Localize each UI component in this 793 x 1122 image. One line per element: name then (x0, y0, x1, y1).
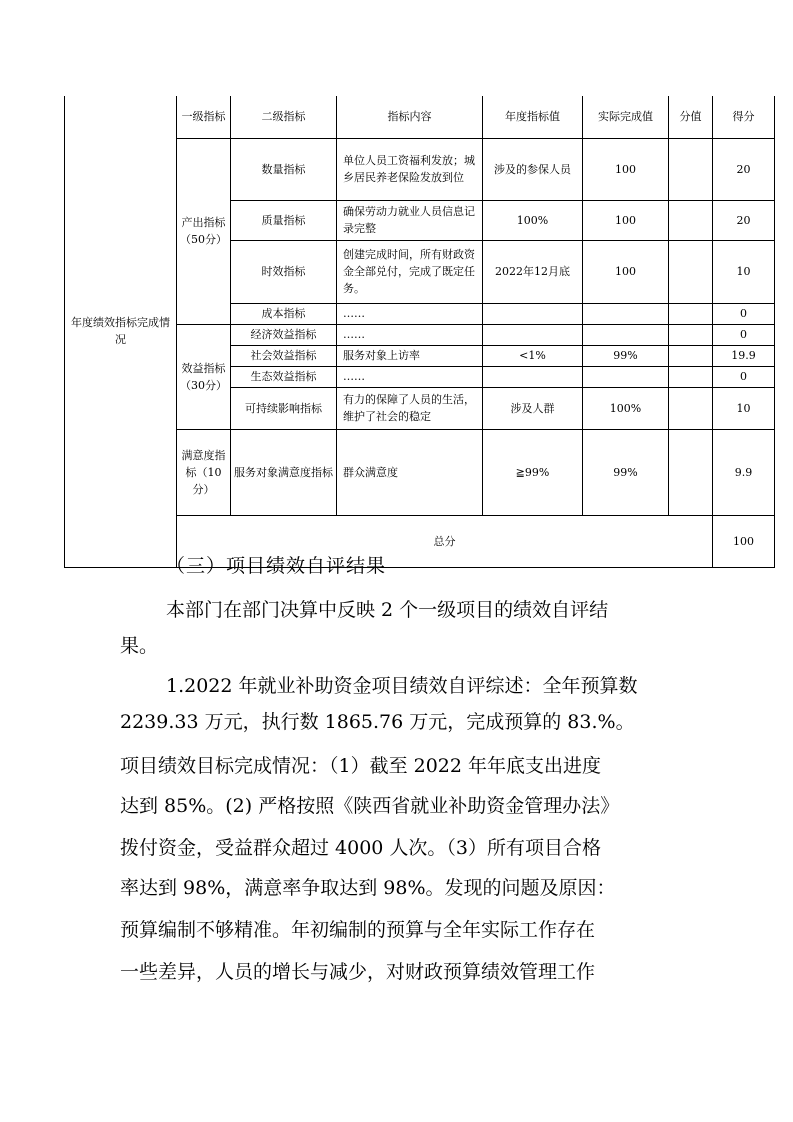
target-value (483, 303, 583, 324)
paragraph-line: 拨付资金，受益群众超过 4000 人次。（3）所有项目合格 (120, 837, 602, 859)
row-label: 年度绩效指标完成情况 (65, 96, 177, 567)
weight-value (669, 345, 713, 366)
paragraph-line: 达到 85%。(2) 严格按照《陕西省就业补助资金管理办法》 (120, 795, 620, 817)
target-value: 100% (483, 200, 583, 240)
second-indicator: 生态效益指标 (231, 366, 337, 387)
score-value: 9.9 (713, 429, 775, 515)
group-label: 产出指标（50分） (177, 138, 231, 324)
actual-value: 100 (583, 138, 669, 200)
indicator-content: 群众满意度 (337, 429, 483, 515)
actual-value: 100 (583, 240, 669, 303)
score-value: 10 (713, 240, 775, 303)
target-value: <1% (483, 345, 583, 366)
paragraph-line: 预算编制不够精准。年初编制的预算与全年实际工作存在 (120, 919, 596, 941)
second-indicator: 可持续影响指标 (231, 387, 337, 429)
header-actual: 实际完成值 (583, 96, 669, 138)
weight-value (669, 240, 713, 303)
section-heading: （三）项目绩效自评结果 (166, 555, 387, 577)
second-indicator: 经济效益指标 (231, 324, 337, 345)
second-indicator: 服务对象满意度指标 (231, 429, 337, 515)
target-value: 2022年12月底 (483, 240, 583, 303)
header-weight: 分值 (669, 96, 713, 138)
header-content: 指标内容 (337, 96, 483, 138)
weight-value (669, 200, 713, 240)
header-score: 得分 (713, 96, 775, 138)
weight-value (669, 366, 713, 387)
actual-value: 100% (583, 387, 669, 429)
target-value: ≧99% (483, 429, 583, 515)
actual-value: 99% (583, 345, 669, 366)
second-indicator: 成本指标 (231, 303, 337, 324)
score-value: 20 (713, 200, 775, 240)
second-indicator: 数量指标 (231, 138, 337, 200)
header-target: 年度指标值 (483, 96, 583, 138)
group-label: 效益指标（30分） (177, 324, 231, 429)
indicator-content: 确保劳动力就业人员信息记录完整 (337, 200, 483, 240)
target-value: 涉及的参保人员 (483, 138, 583, 200)
target-value (483, 324, 583, 345)
second-indicator: 质量指标 (231, 200, 337, 240)
actual-value: 100 (583, 200, 669, 240)
actual-value (583, 324, 669, 345)
second-indicator: 时效指标 (231, 240, 337, 303)
indicator-content: …… (337, 303, 483, 324)
paragraph-line: 1.2022 年就业补助资金项目绩效自评综述：全年预算数 (166, 675, 638, 697)
second-indicator: 社会效益指标 (231, 345, 337, 366)
weight-value (669, 138, 713, 200)
score-value: 0 (713, 303, 775, 324)
indicator-content: 单位人员工资福利发放；城乡居民养老保险发放到位 (337, 138, 483, 200)
weight-value (669, 324, 713, 345)
score-value: 20 (713, 138, 775, 200)
indicator-content: 有力的保障了人员的生活，维护了社会的稳定 (337, 387, 483, 429)
paragraph-line: 率达到 98%，满意率争取达到 98%。发现的问题及原因： (120, 877, 616, 899)
total-label: 总分 (177, 515, 713, 567)
indicator-content: …… (337, 324, 483, 345)
score-value: 0 (713, 366, 775, 387)
group-label: 满意度指标（10分） (177, 429, 231, 515)
performance-table (64, 96, 775, 568)
weight-value (669, 303, 713, 324)
indicator-content: …… (337, 366, 483, 387)
actual-value (583, 303, 669, 324)
header-level1: 一级指标 (177, 96, 231, 138)
score-value: 0 (713, 324, 775, 345)
weight-value (669, 387, 713, 429)
paragraph-line: 果。 (120, 635, 159, 657)
paragraph-line: 本部门在部门决算中反映 2 个一级项目的绩效自评结 (166, 599, 609, 621)
header-level2: 二级指标 (231, 96, 337, 138)
actual-value (583, 366, 669, 387)
weight-value (669, 429, 713, 515)
score-value: 19.9 (713, 345, 775, 366)
target-value (483, 366, 583, 387)
paragraph-line: 2239.33 万元，执行数 1865.76 万元，完成预算的 83.%。 (120, 711, 635, 733)
target-value: 涉及人群 (483, 387, 583, 429)
paragraph-line: 一些差异，人员的增长与减少，对财政预算绩效管理工作 (120, 961, 596, 983)
score-value: 10 (713, 387, 775, 429)
total-weight: 100 (713, 515, 775, 567)
actual-value: 99% (583, 429, 669, 515)
indicator-content: 服务对象上访率 (337, 345, 483, 366)
indicator-content: 创建完成时间，所有财政资金全部兑付，完成了既定任务。 (337, 240, 483, 303)
paragraph-line: 项目绩效目标完成情况：（1）截至 2022 年年底支出进度 (120, 755, 602, 777)
